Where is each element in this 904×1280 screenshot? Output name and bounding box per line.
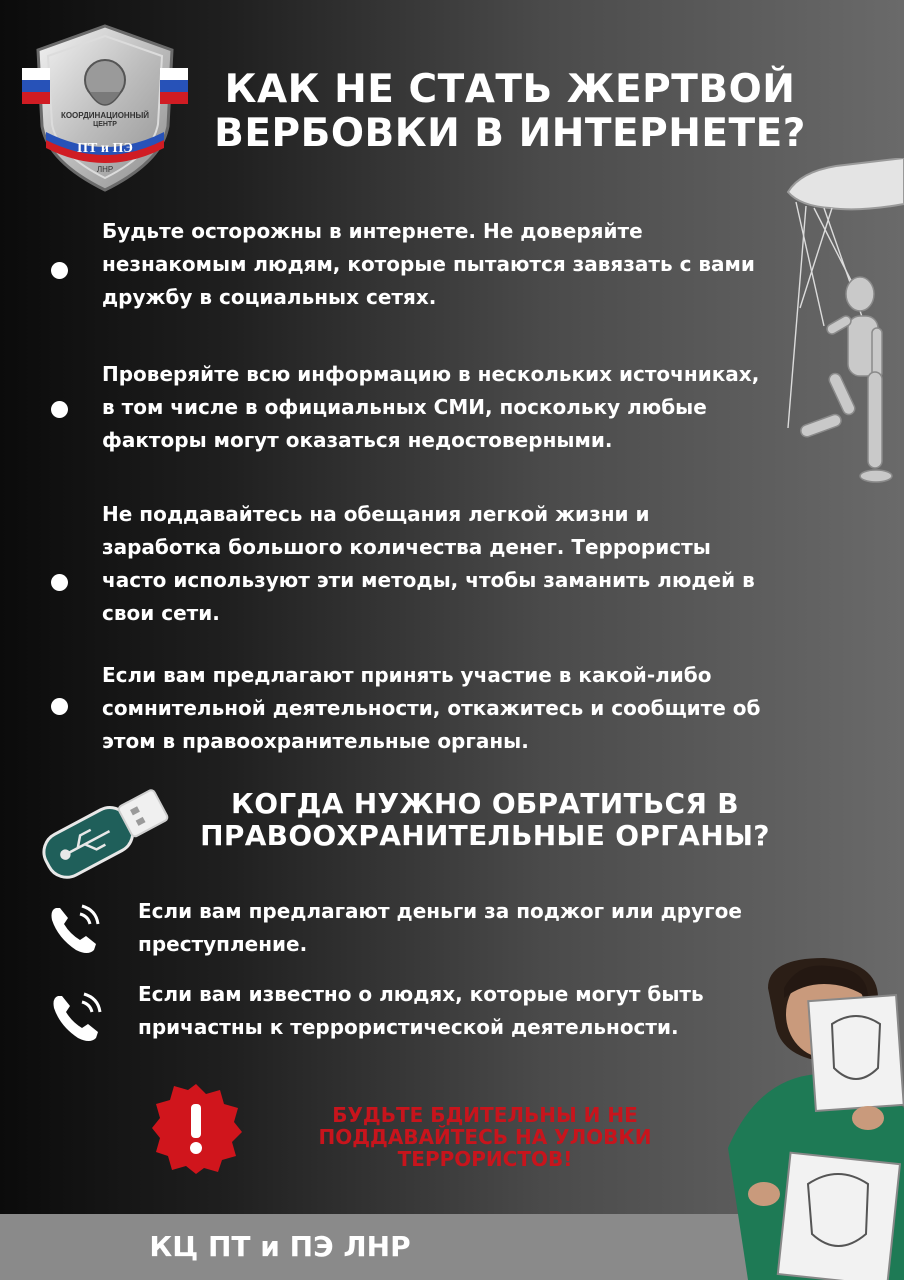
emblem-line1: КООРДИНАЦИОННЫЙ — [60, 111, 150, 120]
bullet-dot-icon — [51, 401, 68, 418]
report-case-2-line-2: причастны к террористической деятельности. — [138, 1015, 679, 1039]
emblem-line2: ЦЕНТР — [93, 121, 117, 128]
subtitle-line1: КОГДА НУЖНО ОБРАТИТЬСЯ В — [231, 787, 739, 820]
tip-3-line-1: Не поддавайтесь на обещания легкой жизни и — [102, 502, 650, 526]
tip-2-line-2: в том числе в официальных СМИ, поскольку любые — [102, 395, 707, 419]
warning-message — [260, 1104, 710, 1170]
bullet-dot-icon — [51, 698, 68, 715]
warning-line3: ТЕРРОРИСТОВ! — [397, 1147, 573, 1171]
puppet-on-strings-illustration — [740, 158, 904, 498]
tip-1-line-1: Будьте осторожны в интернете. Не доверяйте — [102, 219, 643, 243]
tip-4-line-3: этом в правоохранительные органы. — [102, 729, 529, 753]
tip-4-line-1: Если вам предлагают принять участие в какой-либо — [102, 663, 712, 687]
report-case-2-line-1: Если вам известно о людях, которые могут быть — [138, 982, 704, 1006]
footer-text: КЦ ПТ и ПЭ ЛНР — [149, 1230, 411, 1263]
title-line2: ВЕРБОВКИ В ИНТЕРНЕТЕ? — [214, 111, 806, 156]
bullet-dot-icon — [51, 262, 68, 279]
tip-2-line-1: Проверяйте всю информацию в нескольких источниках, — [102, 362, 760, 386]
tip-4-line-2: сомнительной деятельности, откажитесь и сообщите об — [102, 696, 761, 720]
tip-3-line-3: часто используют эти методы, чтобы заманить людей в — [102, 568, 755, 592]
subtitle-line2: ПРАВООХРАНИТЕЛЬНЫЕ ОРГАНЫ? — [200, 819, 770, 852]
emblem-line4: ЛНР — [96, 165, 114, 174]
phone-icon — [46, 900, 104, 958]
emblem-line3: ПТ и ПЭ — [77, 141, 133, 156]
usb-drive-icon — [28, 780, 174, 880]
report-case-1-line-1: Если вам предлагают деньги за поджог или другое — [138, 899, 742, 923]
tip-2-line-3: факторы могут оказаться недостоверными. — [102, 428, 613, 452]
phone-icon — [48, 988, 106, 1046]
tip-3-line-2: заработка большого количества денег. Террористы — [102, 535, 711, 559]
shield-emblem-icon — [22, 22, 188, 194]
bullet-dot-icon — [51, 574, 68, 591]
warning-line2: ПОДДАВАЙТЕСЬ НА УЛОВКИ — [318, 1125, 652, 1149]
warning-line1: БУДЬТЕ БДИТЕЛЬНЫ И НЕ — [332, 1103, 638, 1127]
exclamation-badge-icon — [150, 1082, 242, 1174]
section-subtitle — [160, 788, 810, 852]
tip-1-line-2: незнакомым людям, которые пытаются завязать с вами — [102, 252, 755, 276]
title-line1: КАК НЕ СТАТЬ ЖЕРТВОЙ — [224, 67, 796, 112]
tip-3-line-4: свои сети. — [102, 601, 220, 625]
page-title — [200, 68, 820, 156]
tip-1-line-3: дружбу в социальных сетях. — [102, 285, 437, 309]
man-with-sketches-photo — [728, 958, 904, 1280]
report-case-1-line-2: преступление. — [138, 932, 308, 956]
